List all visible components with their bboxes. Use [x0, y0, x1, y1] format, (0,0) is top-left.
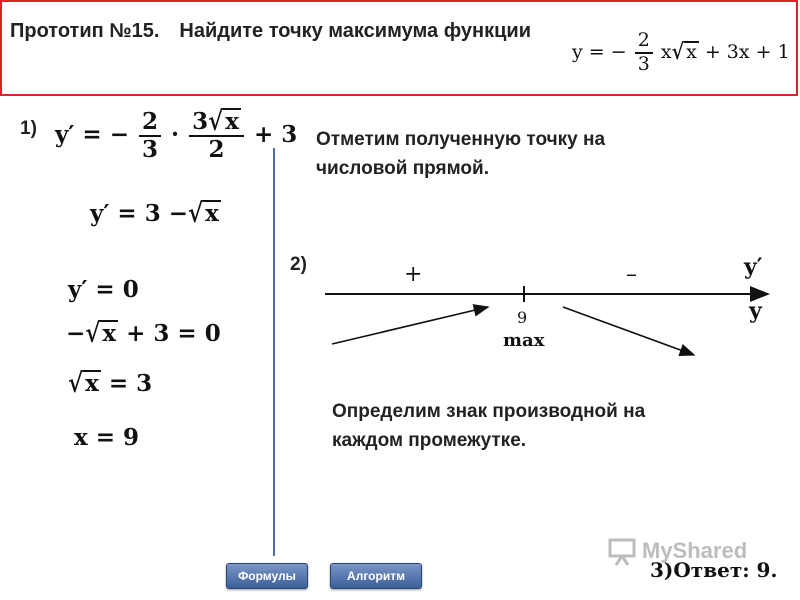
max-label: max [503, 330, 545, 351]
plus-sign: + [404, 262, 423, 287]
note-line-2: числовой прямой. [316, 157, 489, 179]
note-mark-point [316, 126, 605, 183]
sqrt-symbol: √ [208, 105, 224, 137]
answer-text: 3)Ответ: 9. [650, 558, 778, 582]
step2-label: 2) [290, 254, 307, 275]
critical-point-value: 9 [517, 308, 528, 327]
multiply-dot: · [171, 120, 180, 148]
task-text: Найдите точку максимума функции [179, 20, 532, 42]
note-line-2: каждом промежутке. [332, 429, 527, 451]
note-line-1: Определим знак производной на [332, 401, 646, 422]
note-line-1: Отметим полученную точку на [316, 129, 606, 150]
sqrt-symbol: √ [68, 367, 84, 400]
fraction-numerator [189, 105, 244, 137]
equation-tail: = 3 [108, 370, 153, 397]
step1-label: 1) [20, 118, 37, 139]
presentation-icon-graphic [608, 538, 638, 566]
fraction-numerator: 2 [635, 30, 653, 54]
increasing-arrow [332, 307, 488, 344]
fraction-denominator: 2 [208, 136, 225, 164]
derivative-axis-label: y′ [744, 254, 763, 280]
function-x: x [660, 40, 672, 63]
function-tail: + 3x + 1 [704, 40, 790, 63]
formulas-button[interactable]: Формулы [226, 563, 308, 589]
presentation-icon [608, 538, 636, 564]
watermark-text: MyShared [642, 538, 748, 563]
function-lhs: y = − [572, 40, 627, 63]
minus-sign: – [626, 262, 637, 287]
simplified-lhs: y′ = 3 − [90, 200, 188, 227]
sqrt-symbol: √ [671, 39, 685, 65]
task-title [10, 20, 531, 43]
algorithm-button[interactable]: Алгоритм [330, 563, 422, 589]
derivative-tail: + 3 [253, 120, 298, 148]
equation-radicand: x [102, 320, 117, 347]
simplified-radicand: x [205, 200, 219, 227]
fraction-numerator: 2 [139, 109, 161, 137]
note-determine-sign [332, 398, 645, 455]
equation-sqrt-equals-three [68, 367, 153, 400]
vertical-divider [273, 148, 275, 556]
prototype-label: Прототип №15. [10, 20, 160, 42]
numerator-radicand: x [225, 108, 239, 135]
decreasing-arrow [563, 307, 694, 355]
function-fraction [635, 30, 653, 76]
fraction-denominator: 3 [637, 52, 650, 75]
derivative-lhs: y′ = − [55, 120, 129, 148]
derivative-formula [55, 105, 298, 164]
equation-x-equals-nine: x = 9 [74, 424, 140, 451]
equation-sqrt-plus-three [66, 317, 221, 350]
sqrt-symbol: √ [188, 197, 204, 230]
derivative-fraction-1 [139, 109, 161, 164]
equation-tail: + 3 = 0 [126, 320, 221, 347]
number-line-diagram [320, 255, 780, 365]
function-radicand: x [686, 40, 697, 63]
fraction-denominator: 3 [142, 135, 159, 163]
equation-derivative-zero: y′ = 0 [68, 276, 139, 303]
simplified-derivative [90, 197, 221, 230]
sqrt-symbol: √ [85, 317, 101, 350]
derivative-fraction-2 [189, 105, 244, 164]
function-formula [572, 30, 790, 76]
numerator-coefficient: 3 [192, 108, 209, 135]
minus-sign: − [66, 320, 86, 347]
equation-radicand: x [85, 370, 99, 397]
function-axis-label: y [749, 298, 762, 324]
